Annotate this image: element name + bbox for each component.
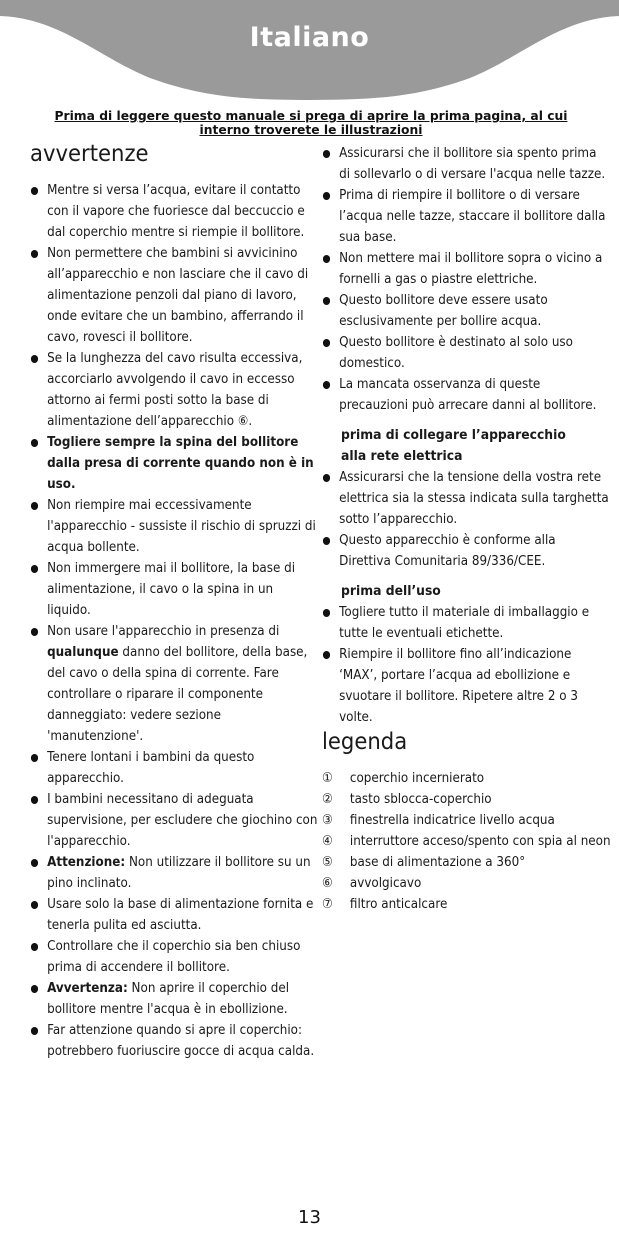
legend-item: ② tasto sblocca-coperchio (322, 789, 619, 810)
list-item: Questo bollitore deve essere usato esclusivamente per bollire acqua. (322, 290, 611, 332)
right-column (322, 143, 611, 915)
list-item: Controllare che il coperchio sia ben chiuso prima di accendere il bollitore. (30, 936, 319, 978)
legend-heading: legenda (322, 729, 408, 755)
warnings-list-right (322, 143, 606, 416)
legend-number: ① (322, 771, 333, 786)
list-item: Tenere lontani i bambini da questo apparecchio. (30, 747, 319, 789)
list-item: Non riempire mai eccessivamente l'apparecchio - sussiste il rischio di spruzzi di acqua bollente. (30, 495, 319, 558)
first-use-heading: prima dell’uso (341, 584, 441, 599)
warnings-heading: avvertenze (30, 141, 149, 167)
list-item: Non usare l'apparecchio in presenza di qualunque danno del bollitore, della base, del cavo o della spina di corrente. Fare controllare o riparare il componente danneggiato: vedere sezione 'manutenzione'. (30, 621, 319, 747)
legend-item: ⑤ base di alimentazione a 360° (322, 852, 619, 873)
intro-note: Prima di leggere questo manuale si prega di aprire la prima pagina, al cui interno troverete le illustrazioni (54, 109, 568, 137)
list-item: Avvertenza: Non aprire il coperchio del bollitore mentre l'acqua è in ebollizione. (30, 978, 319, 1020)
legend-number: ⑤ (322, 855, 333, 870)
list-item: Mentre si versa l’acqua, evitare il contatto con il vapore che fuoriesce dal beccuccio e dal coperchio mentre si riempie il bollitore. (30, 180, 319, 243)
legend-item: ① coperchio incernierato (322, 768, 619, 789)
legend-number: ③ (322, 813, 333, 828)
language-title: Italiano (249, 22, 370, 53)
list-item: Non permettere che bambini si avvicinino all’apparecchio e non lasciare che il cavo di alimentazione penzoli dal piano di lavoro, onde evitare che un bambino, afferrando il cavo, rovesci il bollitore. (30, 243, 319, 348)
list-item: Riempire il bollitore fino all’indicazione ‘MAX’, portare l’acqua ad ebollizione e svuotare il bollitore. Ripetere altre 2 o 3 volte. (322, 644, 611, 728)
legend-item: ⑦ filtro anticalcare (322, 894, 619, 915)
list-item: Assicurarsi che la tensione della vostra rete elettrica sia la stessa indicata sulla targhetta sotto l’apparecchio. (322, 467, 611, 530)
list-item: Far attenzione quando si apre il coperchio: potrebbero fuoriuscire gocce di acqua calda. (30, 1020, 319, 1062)
list-item: Non immergere mai il bollitore, la base di alimentazione, il cavo o la spina in un liquido. (30, 558, 319, 621)
list-item: Togliere sempre la spina del bollitore dalla presa di corrente quando non è in uso. (30, 432, 319, 495)
reference-number: ⑥ (237, 414, 249, 429)
list-item: Questo bollitore è destinato al solo uso domestico. (322, 332, 611, 374)
first-use-list (322, 602, 594, 728)
legend-item: ④ interruttore acceso/spento con spia al neon (322, 831, 619, 852)
header-band (0, 0, 619, 110)
legend-number: ⑦ (322, 897, 333, 912)
legend-list (322, 768, 611, 915)
list-item: La mancata osservanza di queste precauzioni può arrecare danni al bollitore. (322, 374, 611, 416)
legend-number: ⑥ (322, 876, 333, 891)
connect-heading: prima di collegare l’apparecchio alla rete elettrica (341, 428, 566, 464)
left-column (30, 140, 318, 1062)
page-number: 13 (298, 1207, 321, 1228)
connect-list (322, 467, 609, 572)
legend-number: ④ (322, 834, 333, 849)
list-item: Non mettere mai il bollitore sopra o vicino a fornelli a gas o piastre elettriche. (322, 248, 611, 290)
list-item: Usare solo la base di alimentazione fornita e tenerla pulita ed asciutta. (30, 894, 319, 936)
list-item: Questo apparecchio è conforme alla Direttiva Comunitaria 89/336/CEE. (322, 530, 611, 572)
list-item: Assicurarsi che il bollitore sia spento prima di sollevarlo o di versare l'acqua nelle tazze. (322, 143, 611, 185)
list-item: Attenzione: Non utilizzare il bollitore su un pino inclinato. (30, 852, 319, 894)
list-item: Se la lunghezza del cavo risulta eccessiva, accorciarlo avvolgendo il cavo in eccesso attorno ai fermi posti sotto la base di alimentazione dell’apparecchio ⑥. (30, 348, 319, 432)
list-item: Togliere tutto il materiale di imballaggio e tutte le eventuali etichette. (322, 602, 611, 644)
legend-item: ⑥ avvolgicavo (322, 873, 619, 894)
legend-item: ③ finestrella indicatrice livello acqua (322, 810, 619, 831)
warnings-list-left (30, 180, 318, 1062)
list-item: Prima di riempire il bollitore o di versare l’acqua nelle tazze, staccare il bollitore dalla sua base. (322, 185, 611, 248)
legend-number: ② (322, 792, 333, 807)
list-item: I bambini necessitano di adeguata supervisione, per escludere che giochino con l'apparecchio. (30, 789, 319, 852)
